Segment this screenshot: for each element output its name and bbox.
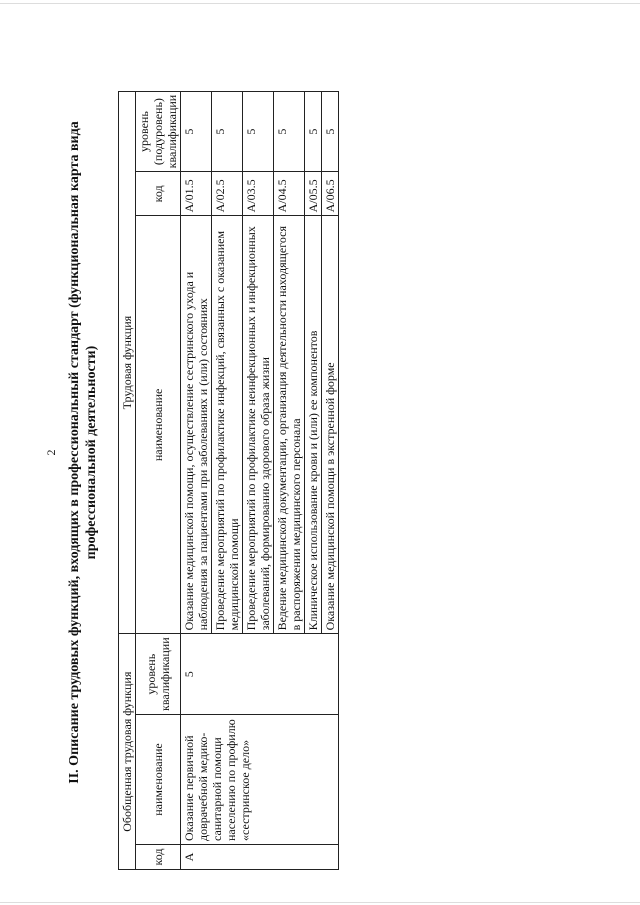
section-title-line1: II. Описание трудовых функций, входящих в профессиональный стандарт (функциональная карта вида xyxy=(67,121,82,784)
section-title xyxy=(66,0,100,905)
col-header-tf-name: наименование xyxy=(136,216,181,634)
labor-function-code: A/01.5 xyxy=(181,172,212,216)
labor-function-level: 5 xyxy=(212,91,243,172)
section-title-line2: профессиональной деятельности) xyxy=(84,345,99,560)
generalized-level: 5 xyxy=(181,634,339,715)
labor-function-name: Проведение мероприятий по профилактике инфекций, связанных с оказанием медицинской помощи xyxy=(212,216,243,634)
labor-function-code: A/03.5 xyxy=(243,172,274,216)
col-header-name: наименование xyxy=(136,715,181,845)
labor-function-header: Трудовая функция xyxy=(119,91,136,634)
functional-map-table xyxy=(118,91,339,870)
labor-function-name: Проведение мероприятий по профилактике неинфекционных и инфекционных заболеваний, формированию здорового образа жизни xyxy=(243,216,274,634)
col-header-tf-level: уровень (подуровень) квалификации xyxy=(136,91,181,172)
generalized-function-header: Обобщенная трудовая функция xyxy=(119,634,136,870)
labor-function-name: Клиническое использование крови и (или) ее компонентов xyxy=(305,216,322,634)
page-number: 2 xyxy=(44,449,58,456)
labor-function-name: Оказание медицинской помощи, осуществление сестринского ухода и наблюдения за пациентами при заболеваниях и (или) состояниях xyxy=(181,216,212,634)
col-header-level: уровень квалификации xyxy=(136,634,181,715)
col-header-tf-code: код xyxy=(136,172,181,216)
generalized-name: Оказание первичной доврачебной медико-санитарной помощи населению по профилю «сестринское дело» xyxy=(181,715,339,845)
labor-function-level: 5 xyxy=(243,91,274,172)
labor-function-code: A/06.5 xyxy=(322,172,339,216)
labor-function-code: A/04.5 xyxy=(274,172,305,216)
labor-function-name: Ведение медицинской документации, организация деятельности находящегося в распоряжении медицинского персонала xyxy=(274,216,305,634)
labor-function-level: 5 xyxy=(322,91,339,172)
labor-function-name: Оказание медицинской помощи в экстренной форме xyxy=(322,216,339,634)
labor-function-code: A/02.5 xyxy=(212,172,243,216)
generalized-code: А xyxy=(181,845,339,870)
col-header-code: код xyxy=(136,845,181,870)
labor-function-code: A/05.5 xyxy=(305,172,322,216)
labor-function-level: 5 xyxy=(181,91,212,172)
labor-function-level: 5 xyxy=(274,91,305,172)
labor-function-level: 5 xyxy=(305,91,322,172)
